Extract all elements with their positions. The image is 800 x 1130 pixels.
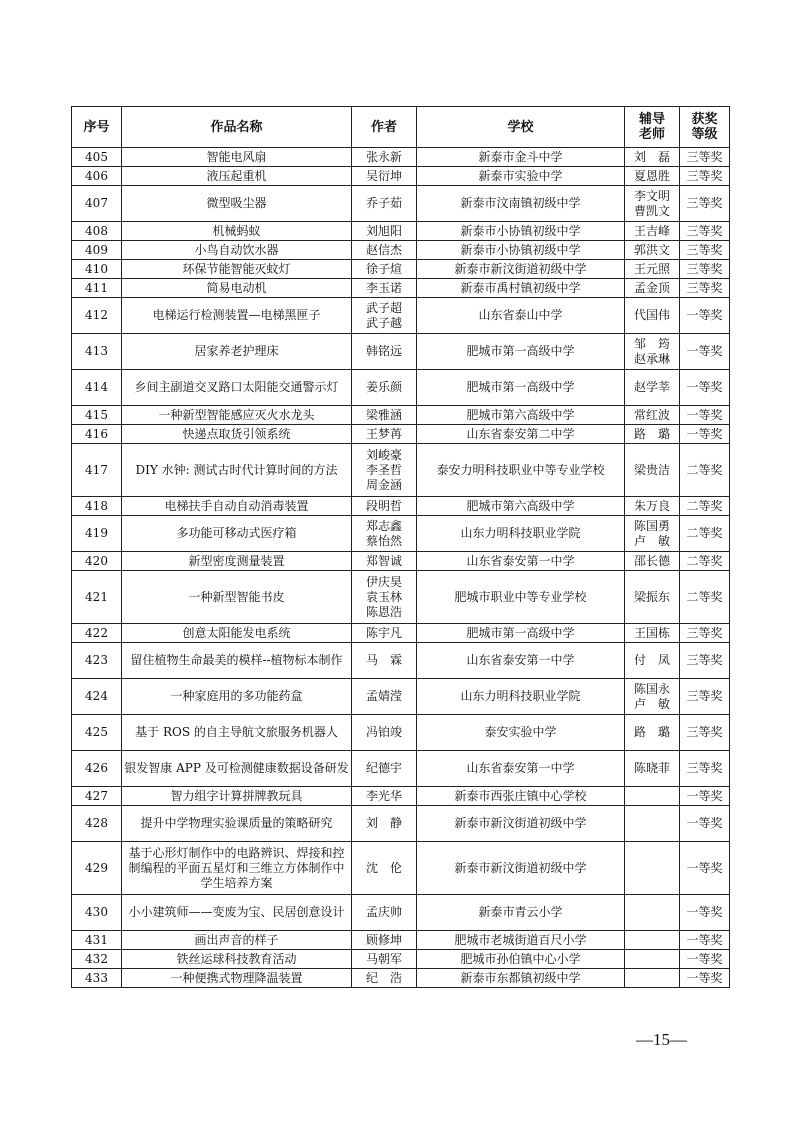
cell-tutor: 代国伟 [625, 298, 680, 334]
cell-school: 新泰市东都镇初级中学 [417, 969, 625, 988]
cell-award: 二等奖 [680, 444, 730, 497]
cell-tutor: 陈国永 卢 敏 [625, 679, 680, 715]
table-row [72, 715, 730, 751]
cell-author: 吴衍坤 [352, 167, 417, 186]
header-award: 获奖 等级 [680, 107, 730, 148]
table-row [72, 787, 730, 806]
cell-award: 二等奖 [680, 552, 730, 571]
cell-seq: 405 [72, 148, 122, 167]
cell-author: 陈宇凡 [352, 624, 417, 643]
cell-school: 肥城市第一高级中学 [417, 370, 625, 406]
cell-award: 三等奖 [680, 751, 730, 787]
cell-name: 一种新型智能书皮 [122, 571, 352, 624]
cell-school: 山东省泰安第一中学 [417, 643, 625, 679]
cell-author: 刘峻豪 李圣哲 周金涵 [352, 444, 417, 497]
cell-tutor: 梁贵洁 [625, 444, 680, 497]
cell-author: 马 霖 [352, 643, 417, 679]
cell-name: 创意太阳能发电系统 [122, 624, 352, 643]
cell-school: 肥城市老城街道百尺小学 [417, 931, 625, 950]
table-row [72, 444, 730, 497]
cell-seq: 411 [72, 279, 122, 298]
cell-school: 新泰市青云小学 [417, 895, 625, 931]
cell-seq: 410 [72, 260, 122, 279]
table-row [72, 751, 730, 787]
table-row [72, 643, 730, 679]
cell-author: 武子超 武子越 [352, 298, 417, 334]
cell-name: 铁丝运球科技教育活动 [122, 950, 352, 969]
cell-award: 三等奖 [680, 279, 730, 298]
cell-author: 沈 伦 [352, 842, 417, 895]
cell-name: 简易电动机 [122, 279, 352, 298]
cell-author: 刘旭阳 [352, 222, 417, 241]
cell-award: 三等奖 [680, 679, 730, 715]
cell-tutor: 付 凤 [625, 643, 680, 679]
table-row [72, 334, 730, 370]
cell-name: 基于 ROS 的自主导航文旅服务机器人 [122, 715, 352, 751]
cell-seq: 426 [72, 751, 122, 787]
cell-name: 乡间主副道交叉路口太阳能交通警示灯 [122, 370, 352, 406]
cell-author: 李玉诺 [352, 279, 417, 298]
cell-seq: 415 [72, 406, 122, 425]
cell-name: 环保节能智能灭蚊灯 [122, 260, 352, 279]
cell-tutor [625, 931, 680, 950]
cell-school: 新泰市小协镇初级中学 [417, 222, 625, 241]
cell-seq: 409 [72, 241, 122, 260]
table-row [72, 186, 730, 222]
cell-name: 居家养老护理床 [122, 334, 352, 370]
cell-seq: 425 [72, 715, 122, 751]
cell-tutor: 朱万良 [625, 497, 680, 516]
cell-award: 一等奖 [680, 806, 730, 842]
cell-author: 王梦苒 [352, 425, 417, 444]
cell-tutor: 常红波 [625, 406, 680, 425]
table-row [72, 222, 730, 241]
cell-author: 纪德宇 [352, 751, 417, 787]
cell-award: 三等奖 [680, 148, 730, 167]
cell-seq: 413 [72, 334, 122, 370]
header-seq: 序号 [72, 107, 122, 148]
cell-award: 二等奖 [680, 516, 730, 552]
cell-school: 肥城市第一高级中学 [417, 334, 625, 370]
cell-award: 三等奖 [680, 186, 730, 222]
cell-seq: 423 [72, 643, 122, 679]
cell-award: 三等奖 [680, 715, 730, 751]
cell-school: 山东省泰山中学 [417, 298, 625, 334]
cell-name: 快递点取货引领系统 [122, 425, 352, 444]
cell-author: 孟婧滢 [352, 679, 417, 715]
cell-school: 新泰市新汶街道初级中学 [417, 806, 625, 842]
header-school: 学校 [417, 107, 625, 148]
cell-name: 机械蚂蚁 [122, 222, 352, 241]
awards-table [71, 106, 730, 988]
cell-school: 肥城市第六高级中学 [417, 497, 625, 516]
header-author: 作者 [352, 107, 417, 148]
cell-name: 提升中学物理实验课质量的策略研究 [122, 806, 352, 842]
cell-author: 郑志鑫 蔡怡然 [352, 516, 417, 552]
cell-author: 纪 浩 [352, 969, 417, 988]
cell-seq: 430 [72, 895, 122, 931]
cell-tutor: 赵学莘 [625, 370, 680, 406]
cell-school: 肥城市第一高级中学 [417, 624, 625, 643]
cell-name: 一种家庭用的多功能药盒 [122, 679, 352, 715]
table-row [72, 425, 730, 444]
cell-name: 新型密度测量装置 [122, 552, 352, 571]
cell-award: 三等奖 [680, 624, 730, 643]
table-row [72, 298, 730, 334]
cell-author: 冯铂竣 [352, 715, 417, 751]
cell-tutor [625, 969, 680, 988]
cell-tutor: 夏恩胜 [625, 167, 680, 186]
cell-seq: 433 [72, 969, 122, 988]
table-row [72, 370, 730, 406]
table-row [72, 950, 730, 969]
cell-name: 智力组字计算拼牌教玩具 [122, 787, 352, 806]
header-name: 作品名称 [122, 107, 352, 148]
cell-seq: 428 [72, 806, 122, 842]
cell-name: 基于心形灯制作中的电路辨识、焊接和控制编程的平面五星灯和三维立方体制作中学生培养方案 [122, 842, 352, 895]
cell-seq: 429 [72, 842, 122, 895]
table-row [72, 279, 730, 298]
cell-name: 液压起重机 [122, 167, 352, 186]
cell-author: 孟庆帅 [352, 895, 417, 931]
header-tutor: 辅导 老师 [625, 107, 680, 148]
cell-name: 多功能可移动式医疗箱 [122, 516, 352, 552]
cell-school: 新泰市禹村镇初级中学 [417, 279, 625, 298]
cell-author: 顾修坤 [352, 931, 417, 950]
table-row [72, 969, 730, 988]
cell-award: 二等奖 [680, 571, 730, 624]
cell-author: 郑智诚 [352, 552, 417, 571]
table-row [72, 167, 730, 186]
cell-author: 刘 静 [352, 806, 417, 842]
cell-seq: 412 [72, 298, 122, 334]
cell-award: 三等奖 [680, 643, 730, 679]
table-header-row [72, 107, 730, 148]
cell-author: 张永新 [352, 148, 417, 167]
cell-tutor [625, 787, 680, 806]
cell-award: 三等奖 [680, 241, 730, 260]
cell-tutor: 郭洪文 [625, 241, 680, 260]
cell-school: 泰安实验中学 [417, 715, 625, 751]
cell-seq: 431 [72, 931, 122, 950]
cell-seq: 407 [72, 186, 122, 222]
cell-name: DIY 水钟: 测试古时代计算时间的方法 [122, 444, 352, 497]
table-row [72, 806, 730, 842]
cell-author: 李光华 [352, 787, 417, 806]
cell-name: 留住植物生命最美的模样--植物标本制作 [122, 643, 352, 679]
cell-award: 一等奖 [680, 895, 730, 931]
table-row [72, 571, 730, 624]
cell-tutor: 梁振东 [625, 571, 680, 624]
cell-tutor: 李文明 曹凯文 [625, 186, 680, 222]
cell-school: 新泰市实验中学 [417, 167, 625, 186]
cell-tutor [625, 842, 680, 895]
cell-author: 乔子茹 [352, 186, 417, 222]
cell-author: 段明哲 [352, 497, 417, 516]
cell-name: 一种便携式物理降温装置 [122, 969, 352, 988]
cell-name: 智能电风扇 [122, 148, 352, 167]
cell-tutor: 王国栋 [625, 624, 680, 643]
cell-tutor [625, 950, 680, 969]
table-row [72, 516, 730, 552]
cell-school: 新泰市汶南镇初级中学 [417, 186, 625, 222]
cell-tutor: 陈晓菲 [625, 751, 680, 787]
cell-school: 山东省泰安第一中学 [417, 552, 625, 571]
cell-tutor: 陈国勇 卢 敏 [625, 516, 680, 552]
cell-school: 新泰市西张庄镇中心学校 [417, 787, 625, 806]
cell-name: 小鸟自动饮水器 [122, 241, 352, 260]
cell-name: 一种新型智能感应灭火水龙头 [122, 406, 352, 425]
cell-award: 一等奖 [680, 334, 730, 370]
cell-award: 一等奖 [680, 298, 730, 334]
cell-award: 一等奖 [680, 969, 730, 988]
cell-school: 山东省泰安第二中学 [417, 425, 625, 444]
cell-name: 微型吸尘器 [122, 186, 352, 222]
cell-seq: 432 [72, 950, 122, 969]
table-row [72, 552, 730, 571]
cell-award: 一等奖 [680, 842, 730, 895]
cell-school: 肥城市职业中等专业学校 [417, 571, 625, 624]
cell-school: 新泰市小协镇初级中学 [417, 241, 625, 260]
cell-school: 泰安力明科技职业中等专业学校 [417, 444, 625, 497]
cell-tutor: 邹 筠 赵承琳 [625, 334, 680, 370]
cell-author: 韩铭远 [352, 334, 417, 370]
cell-award: 三等奖 [680, 167, 730, 186]
cell-name: 小小建筑师——变废为宝、民居创意设计 [122, 895, 352, 931]
cell-seq: 408 [72, 222, 122, 241]
cell-school: 新泰市新汶街道初级中学 [417, 260, 625, 279]
cell-author: 马朝军 [352, 950, 417, 969]
table-row [72, 241, 730, 260]
cell-award: 一等奖 [680, 931, 730, 950]
cell-award: 三等奖 [680, 260, 730, 279]
cell-award: 一等奖 [680, 950, 730, 969]
cell-school: 山东力明科技职业学院 [417, 679, 625, 715]
cell-tutor: 路 璐 [625, 715, 680, 751]
cell-award: 一等奖 [680, 787, 730, 806]
cell-seq: 422 [72, 624, 122, 643]
cell-school: 山东省泰安第一中学 [417, 751, 625, 787]
cell-tutor: 王元照 [625, 260, 680, 279]
page-number: —15— [636, 1030, 687, 1049]
cell-name: 电梯扶手自动自动消毒装置 [122, 497, 352, 516]
cell-tutor [625, 806, 680, 842]
cell-tutor: 刘 磊 [625, 148, 680, 167]
table-row [72, 148, 730, 167]
cell-author: 徐子煊 [352, 260, 417, 279]
cell-name: 电梯运行检测装置—电梯黑匣子 [122, 298, 352, 334]
cell-school: 新泰市金斗中学 [417, 148, 625, 167]
cell-award: 三等奖 [680, 222, 730, 241]
cell-seq: 414 [72, 370, 122, 406]
table-row [72, 842, 730, 895]
table-row [72, 406, 730, 425]
cell-author: 伊庆昊 袁玉林 陈恩浩 [352, 571, 417, 624]
cell-seq: 417 [72, 444, 122, 497]
cell-seq: 419 [72, 516, 122, 552]
cell-name: 银发智康 APP 及可检测健康数据设备研发 [122, 751, 352, 787]
cell-seq: 418 [72, 497, 122, 516]
cell-school: 肥城市孙伯镇中心小学 [417, 950, 625, 969]
cell-name: 画出声音的样子 [122, 931, 352, 950]
table-row [72, 260, 730, 279]
cell-author: 梁雅涵 [352, 406, 417, 425]
table-row [72, 679, 730, 715]
cell-seq: 406 [72, 167, 122, 186]
cell-author: 姜乐颜 [352, 370, 417, 406]
cell-tutor: 孟金顶 [625, 279, 680, 298]
cell-award: 一等奖 [680, 370, 730, 406]
cell-seq: 420 [72, 552, 122, 571]
cell-award: 二等奖 [680, 497, 730, 516]
cell-school: 新泰市新汶街道初级中学 [417, 842, 625, 895]
table-row [72, 624, 730, 643]
cell-award: 一等奖 [680, 406, 730, 425]
cell-tutor: 王吉峰 [625, 222, 680, 241]
cell-school: 山东力明科技职业学院 [417, 516, 625, 552]
cell-seq: 421 [72, 571, 122, 624]
table-row [72, 895, 730, 931]
cell-seq: 427 [72, 787, 122, 806]
cell-tutor [625, 895, 680, 931]
table-row [72, 497, 730, 516]
cell-tutor: 邵长德 [625, 552, 680, 571]
table-body [72, 148, 730, 988]
table-row [72, 931, 730, 950]
cell-seq: 424 [72, 679, 122, 715]
cell-author: 赵信杰 [352, 241, 417, 260]
cell-award: 一等奖 [680, 425, 730, 444]
cell-tutor: 路 璐 [625, 425, 680, 444]
cell-school: 肥城市第六高级中学 [417, 406, 625, 425]
cell-seq: 416 [72, 425, 122, 444]
